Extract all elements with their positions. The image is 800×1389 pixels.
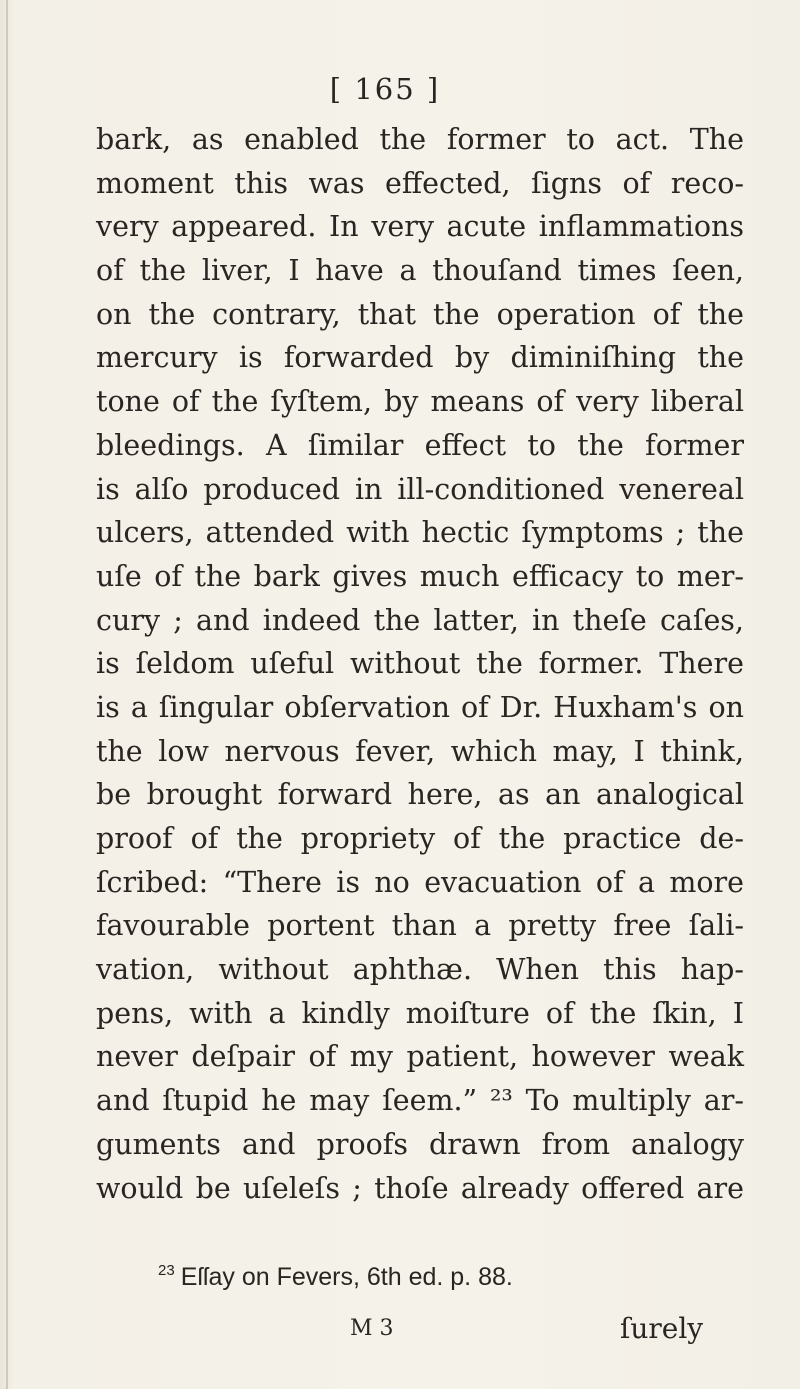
- body-text: [96, 118, 744, 1210]
- footnote: [158, 1262, 513, 1292]
- page-gutter-edge: [6, 0, 8, 1389]
- text-line: never deſpair of my patient, however weak: [96, 1040, 744, 1074]
- page-number: [ 165 ]: [329, 72, 441, 106]
- text-line: cury ; and indeed the latter, in theſe caſes,: [96, 603, 744, 637]
- text-line: on the contrary, that the operation of the: [96, 297, 744, 331]
- text-line: very appeared. In very acute inflammations: [96, 210, 744, 244]
- text-line: proof of the propriety of the practice de-: [96, 822, 744, 855]
- text-line: be brought forward here, as an analogical: [96, 778, 744, 812]
- text-line: vation, without aphthæ. When this hap-: [96, 953, 744, 987]
- text-line: bark, as enabled the former to act. The: [96, 123, 744, 156]
- text-line: of the liver, I have a thouſand times ſeen,: [96, 254, 744, 288]
- catchword: ſurely: [620, 1312, 704, 1345]
- text-line: ulcers, attended with hectic ſymptoms ; the: [96, 516, 744, 550]
- text-line: is a ſingular obſervation of Dr. Huxham's on: [96, 690, 744, 724]
- text-line: pens, with a kindly moiſture of the ſkin, I: [96, 996, 744, 1030]
- text-line: bleedings. A ſimilar effect to the former: [96, 428, 744, 462]
- text-line: favourable portent than a pretty free ſali-: [96, 909, 744, 943]
- text-line: would be uſeleſs ; thoſe already offered are: [96, 1171, 744, 1205]
- footnote-marker: 23: [158, 1262, 175, 1279]
- text-line: is ſeldom uſeful without the former. There: [96, 647, 744, 681]
- text-line: guments and proofs drawn from analogy: [96, 1127, 744, 1161]
- signature-mark: M 3: [350, 1316, 394, 1341]
- text-line: and ſtupid he may ſeem.” ²³ To multiply ar-: [96, 1084, 744, 1118]
- text-line: uſe of the bark gives much efficacy to mer-: [96, 559, 744, 593]
- text-line: is alſo produced in ill-conditioned venereal: [96, 472, 744, 506]
- text-line: ſcribed: “There is no evacuation of a more: [96, 865, 744, 899]
- text-line: moment this was effected, ſigns of reco-: [96, 166, 744, 200]
- text-line: the low nervous fever, which may, I think,: [96, 734, 744, 768]
- footnote-text: Eſſay on Fevers, 6th ed. p. 88.: [180, 1263, 513, 1291]
- text-line: tone of the ſyſtem, by means of very liberal: [96, 385, 744, 419]
- text-line: mercury is forwarded by diminiſhing the: [96, 341, 744, 375]
